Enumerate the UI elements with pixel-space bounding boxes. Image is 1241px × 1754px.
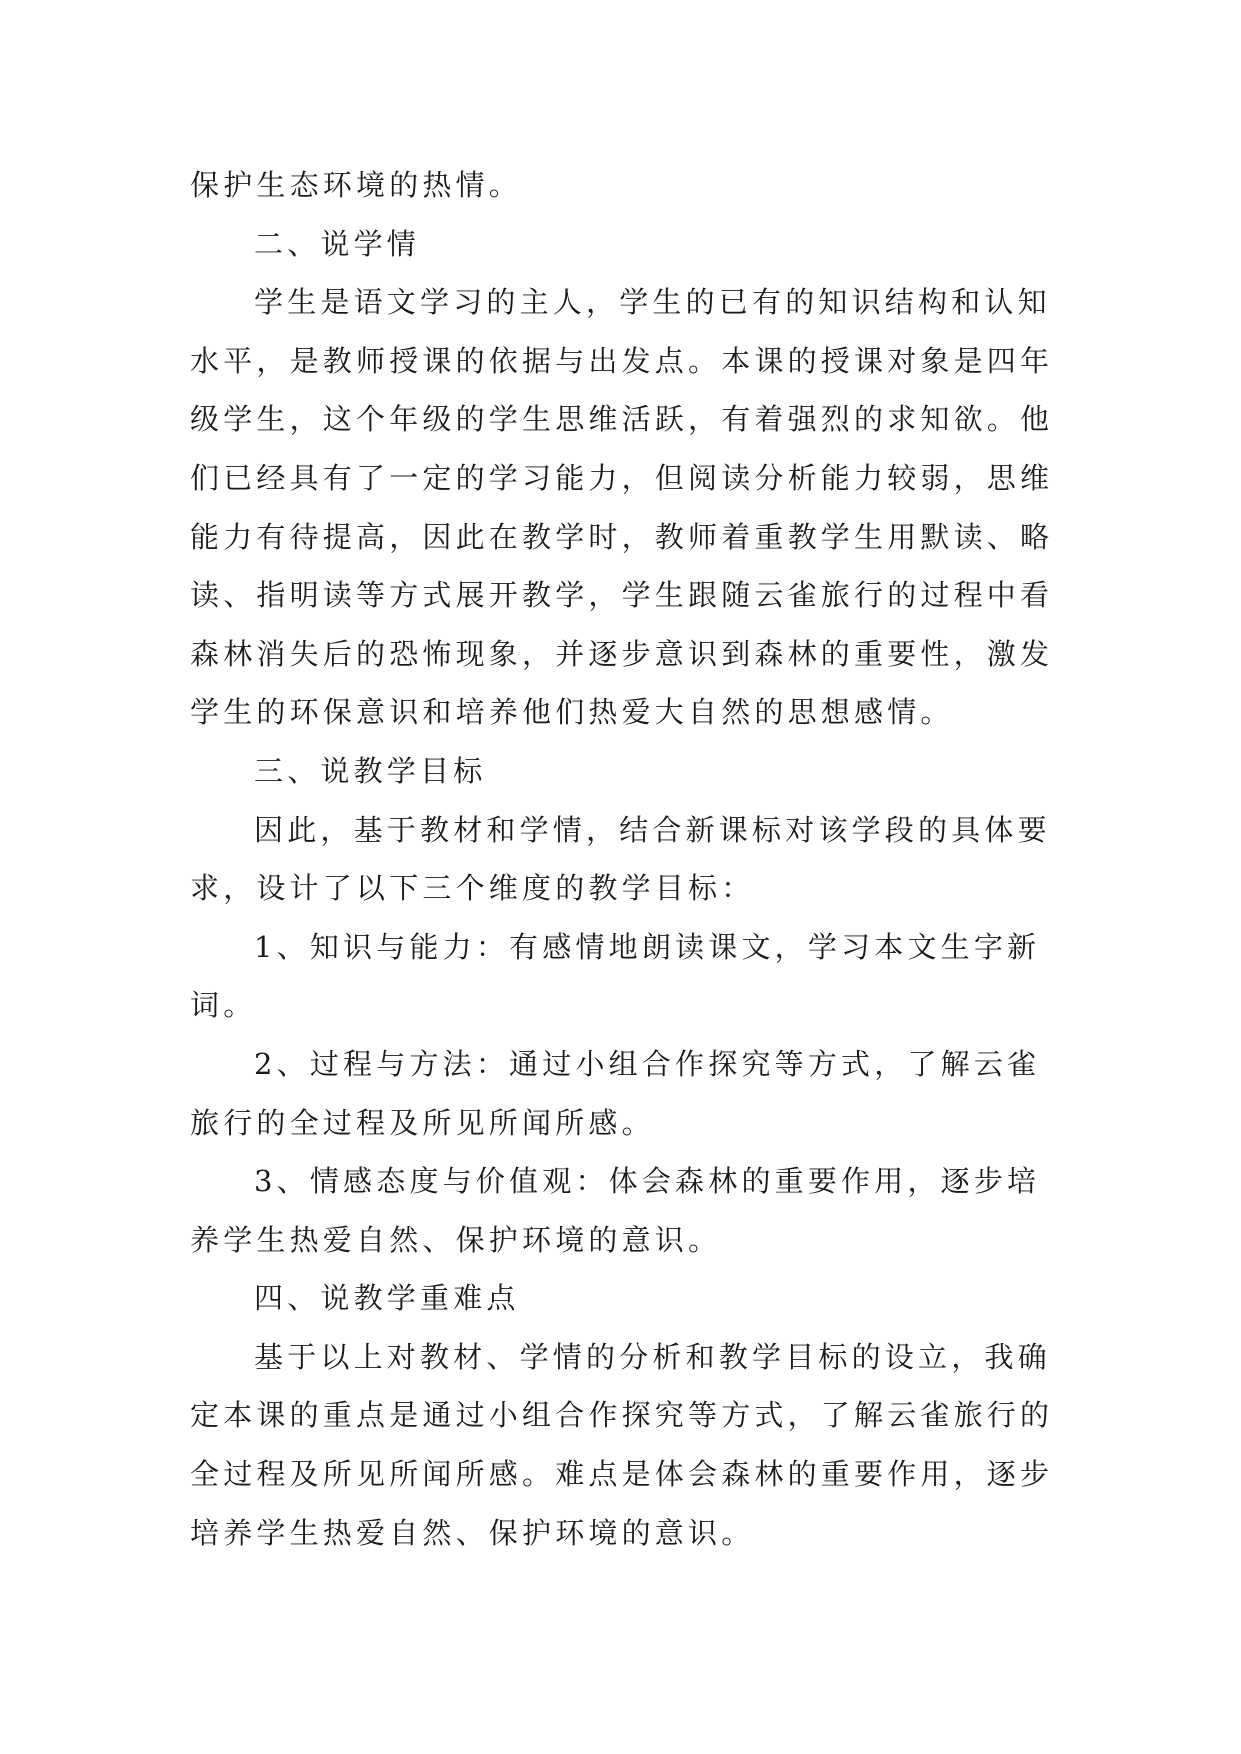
text-line: 养学生热爱自然、保护环境的意识。 <box>190 1222 722 1257</box>
text-line: 们已经具有了一定的学习能力，但阅读分析能力较弱，思维 <box>190 460 1054 495</box>
text-line: 全过程及所见所闻所感。难点是体会森林的重要作用，逐步 <box>190 1457 1054 1492</box>
text-line: 级学生，这个年级的学生思维活跃，有着强烈的求知欲。他 <box>190 402 1054 437</box>
text-line: 读、指明读等方式展开教学，学生跟随云雀旅行的过程中看 <box>190 578 1054 613</box>
text-line: 学生的环保意识和培养他们热爱大自然的思想感情。 <box>190 695 954 730</box>
text-line: 3、情感态度与价值观：体会森林的重要作用，逐步培 <box>254 1164 1041 1199</box>
text-line: 学生是语文学习的主人，学生的已有的知识结构和认知 <box>254 285 1051 320</box>
text-line: 定本课的重点是通过小组合作探究等方式，了解云雀旅行的 <box>190 1398 1054 1433</box>
text-line: 保护生态环境的热情。 <box>190 168 523 202</box>
text-line: 能力有待提高，因此在教学时，教师着重教学生用默读、略 <box>190 519 1054 554</box>
text-line: 三、说教学目标 <box>254 753 487 788</box>
text-line: 求，设计了以下三个维度的教学目标： <box>190 871 755 906</box>
text-line: 森林消失后的恐怖现象，并逐步意识到森林的重要性，激发 <box>190 636 1054 671</box>
text-line: 基于以上对教材、学情的分析和教学目标的设立，我确 <box>254 1339 1051 1374</box>
text-line: 水平，是教师授课的依据与出发点。本课的授课对象是四年 <box>190 343 1054 378</box>
text-line: 1、知识与能力：有感情地朗读课文，学习本文生字新 <box>254 929 1041 964</box>
document-body <box>190 156 1054 1562</box>
text-line: 培养学生热爱自然、保护环境的意识。 <box>190 1515 755 1550</box>
text-line: 二、说学情 <box>254 226 421 261</box>
text-line: 2、过程与方法：通过小组合作探究等方式，了解云雀 <box>254 1046 1041 1081</box>
text-line: 四、说教学重难点 <box>254 1281 520 1316</box>
text-line: 因此，基于教材和学情，结合新课标对该学段的具体要 <box>254 812 1051 847</box>
text-line: 旅行的全过程及所见所闻所感。 <box>190 1105 655 1140</box>
text-line: 词。 <box>190 988 257 1023</box>
